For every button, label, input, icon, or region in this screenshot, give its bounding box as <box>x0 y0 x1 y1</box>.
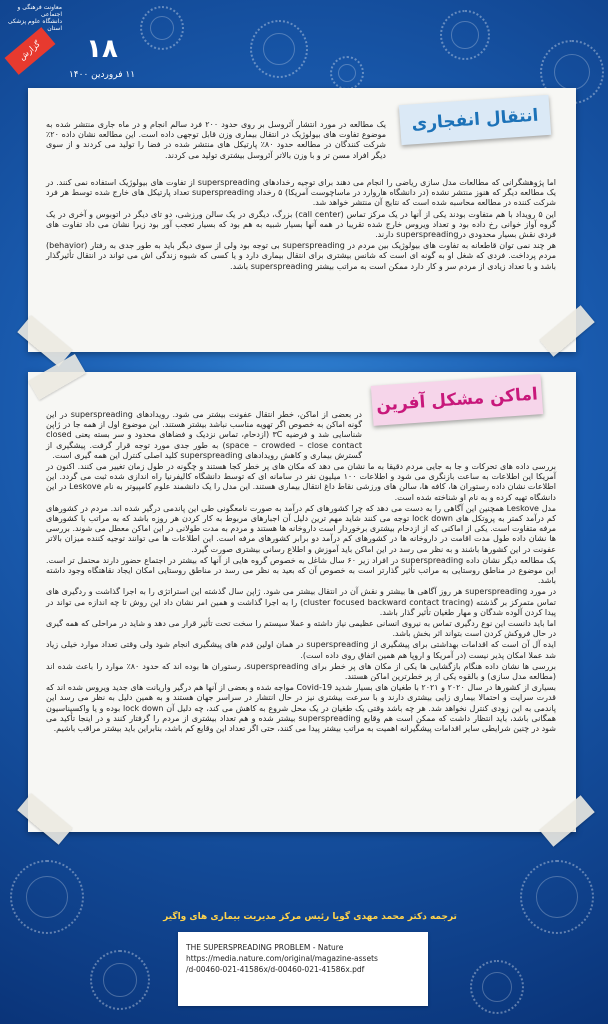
issue-number: ۱۸ <box>86 34 118 64</box>
source-url[interactable]: /d-00460-021-41586x/d-00460-021-41586x.pdf <box>186 965 365 974</box>
paragraph: هر چند نمی توان قاطعانه به تفاوت های بیولوژیک بین مردم در superspreading بی توجه بود ولی از سوی دیگر باید به طور جدی به رفتار (behavior) مردم پرداخت. فردی که شغل او به گونه ای است که شانس بیشتری برای انتقال بیماری دارد و یا کسی که شیوه زندگی اش می تواند در انتقال تأثیرگذار باشد و با تعداد زیادی از مردم سر و کار دارد ممکن است به مراتب بیشتر superspreading باشد. <box>46 241 556 271</box>
virus-decoration <box>520 860 594 934</box>
issue-header <box>0 0 150 80</box>
section-2-body <box>46 462 556 735</box>
source-url[interactable]: https://media.nature.com/original/magazine-assets <box>186 954 378 963</box>
virus-decoration <box>250 20 308 78</box>
section-1-title: انتقال انفجاری <box>399 95 551 145</box>
virus-decoration <box>10 860 84 934</box>
section-2-title: اماکن مشکل آفرین <box>371 374 543 426</box>
virus-decoration <box>470 960 524 1014</box>
brand-line: معاونت فرهنگی و اجتماعی <box>17 4 62 18</box>
paragraph: این ۵ رویداد با هم متفاوت بودند یکی از آنها در یک مرکز تماس (call center) بزرگ، دیگری در یک سالن ورزشی، دو تای دیگر در اتوبوس و آخری در یک گروه آواز خوانی رخ داده بود و تعداد ویروس خارج شده تقریبا در همه آنها بسیار شبیه به هم بود که بسیار تعجب آور بود زیرا نشان می داد تفاوت های فردی نقش بسیار محدودی درsuperspreading دارند. <box>46 209 556 240</box>
paragraph: یک مطالعه دیگر نشان داده superspreading در افراد زیر ۶۰ سال شاغل به خصوص گروه هایی از آنها که بیشتر در اجتماع حضور دارند محتمل تر است. این موضوع در مناطق روستایی به مراتب تأثیر گذارتر است به خصوص آن که بعید به نظر می رسد در مناطق روستایی امکان ایجاد نقاهتگاه وجود داشته باشد. <box>46 555 556 586</box>
paragraph: اما باید دانست این نوع ردگیری تماس به نیروی انسانی عظیمی نیاز داشته و عملا سیستم را سخت تحت تأثیر قرار می دهد و شاید در مراحلی که همه گیری در حال فروکش کردن است بتواند اثر بخش باشد. <box>46 619 556 639</box>
paragraph: بررسی داده های تحرکات و جا به جایی مردم دقیقا به ما نشان می دهد که مکان های پر خطر کجا هستند و چگونه در طول زمان تغییر می کنند. اکنون در آمریکا این اطلاعات به ساعت بازنگری می شود و اطلاعات ۱۰۰ میلیون نفر در سامانه ای که توسط دانشگاه کالیفرنیا راه اندازی شده ثبت می گردد. این اطلاعات نشان داده رستوران ها، کافه ها، سالن های ورزشی نقاط داغ انتقال بیماری هستند. این مدل را یک دانشمند علوم کامپیوتر به نام Leskove در این دانشگاه تهیه کرده و به نام او شناخته شده است. <box>46 462 557 502</box>
virus-decoration <box>330 56 364 90</box>
brand-line: استان <box>47 25 62 32</box>
paragraph: اما پژوهشگرانی که مطالعات مدل سازی ریاضی را انجام می دهند برای توجیه رخدادهای superspreading از تفاوت های بیولوژیک استفاده نمی کنند. در یک مطالعه دیگر که هنوز منتشر نشده (در دانشگاه هاروارد در ماساچوست آمریکا) ۵ رخداد superspreading تعداد پارتیکل های خارج شده توسط هر فرد شرکت کننده در مطالعه محاسبه شده است که نتایج آن منتشر خواهد شد. <box>46 178 556 208</box>
paragraph: بررسی ها نشان داده هنگام بازگشایی ها یکی از مکان های پر خطر برای superspreading، رستوران ها بوده اند که حدود ۸۰٪ موارد را باعث شده اند (مطالعه مدل سازی) و بالقوه یکی از پر خطرترین اماکن هستند. <box>46 661 557 682</box>
virus-decoration <box>90 950 150 1010</box>
virus-decoration <box>440 10 490 60</box>
paragraph: در بعضی از اماکن، خطر انتقال عفونت بیشتر می شود. رویدادهای superspreading در این گونه اماکن به خصوص اگر تهویه مناسب نباشد بیشتر هستند. این موضوع اول از همه جا در ژاپن شناسایی شد و فرضیه ۳C (ازدحام، تماس نزدیک و فضاهای محدود و سر بسته یعنی closed space – crowded – close contact) به طور جدی مورد توجه قرار گرفت. پیشگیری از گسترش بیماری و کاهش رویدادهای superspreading کلید اصلی کنترل این همه گیری است. <box>46 410 363 460</box>
issue-date: ۱۱ فروردین ۱۴۰۰ <box>68 70 136 80</box>
paragraph: بسیاری از کشورها در سال ۲۰۲۰ و ۲۰۲۱ با طغیان های بسیار شدید Covid-19 مواجه شده و بعضی از آنها هم درگیر واریانت های جدید ویروس شده اند که قدرت سرایت و احتمالا بیماری زایی بیشتری دارند و با سرعت بیشتری نیز در حال انتشار در سراسر جهان هستند و به همین دلیل به نظر می رسد این پاندمی به این زودی کنترل نخواهد شد. هر چه باشد وقتی یک طغیان در یک محل شروع به کاهش می کند، چه دلیل آن lock down بوده و یا واکسیناسیون همگانی باشد، باید انتظار داشت که ممکن است هم وقایع superspreading بیشتر شده و هم تعداد بیشتری از مردم را گرفتار کنند و در اینجا تأکید می شود در چنین شرایطی سایر اقدامات پیشگیرانه اهمیت به مراتب بیشتر پیدا می کنند، حتی اگر تعداد این وقایع کم باشد، بنابراین باید بیشتر مراقب باشیم. <box>46 683 556 734</box>
report-tag: گزارش <box>5 27 56 75</box>
section-2-intro <box>46 410 362 462</box>
source-reference <box>186 942 422 975</box>
section-1-body <box>46 178 556 273</box>
section-1-intro <box>46 120 386 162</box>
translator-credit: ترجمه دکتر محمد مهدی گویا رئیس مرکز مدیریت بیماری های واگیر <box>163 912 457 922</box>
paragraph: ایده آل آن است که اقدامات بهداشتی برای پیشگیری از superspreading در همان اولین قدم های پیشگیری انجام شود ولی وقتی تعداد موارد خیلی زیاد شد عملا امکان پذیر نیست (در آمریکا و اروپا هم همین اتفاق روی داده است). <box>46 640 557 660</box>
paragraph: یک مطالعه در مورد انتشار آئروسل بر روی حدود ۲۰۰ فرد سالم انجام و در ماه جاری منتشر شده به موضوع تفاوت های بیولوژیک در انتقال بیماری وزن قابل توجهی داده است. این مطالعه نشان داده ۲۰٪ شرکت کنندگان در مطالعه حدود ۸۰٪ پارتیکل های منتشر شده در فضا را تولید می کردند و از سوی دیگر افراد مسن تر و با وزن بالاتر آئروسل بیشتری تولید می کردند. <box>46 120 386 160</box>
brand-line: دانشگاه علوم پزشکی <box>7 18 62 25</box>
paragraph: در مورد superspreading هر روز آگاهی ها بیشتر و نقش آن در انتقال بیشتر می شود. ژاپن سال گذشته این استراتژی را به اجرا گذاشت و ردگیری های تماس متمرکز بر گذشته (cluster focused backward contact tracing) را به اجرا گذاشت و همین امر نشان داد این روش تا چه اندازه می تواند در پیدا کردن آلوده شدگان و مهار طغیان تأثیر گذار باشد. <box>46 587 557 617</box>
source-title: THE SUPERSPREADING PROBLEM - Nature <box>186 943 344 952</box>
paragraph: مدل Leskove همچنین این آگاهی را به دست می دهد که چرا کشورهای کم درآمد به صورت نامعگونی طی این پاندمی درگیر شده اند. مردم در کشورهای کم درآمد کمتر به پروتکل های lock down توجه می کنند شاید مهم ترین دلیل آن اجبارهای مربوط به کار کردن هر روزه باشد که به مراتب با کشورهای مرفه متفاوت است. یکی از اماکنی که از ازدحام بیشتری برخوردار است داروخانه ها هستند و مردم به مدت طولانی در این اماکن معطل می شوند. بررسی ها نشان داده طول مدت اقامت در داروخانه ها در کشورهای کم درآمد دو برابر کشورهای مرفه است. این اطلاعات ها می توانند توجیه کننده میزان بالاتر عفونت در این کشورها باشند و به نظر می رسد در این اماکن باید آموزش و اطلاع رسانی بیشتری صورت گیرد. <box>46 503 556 554</box>
